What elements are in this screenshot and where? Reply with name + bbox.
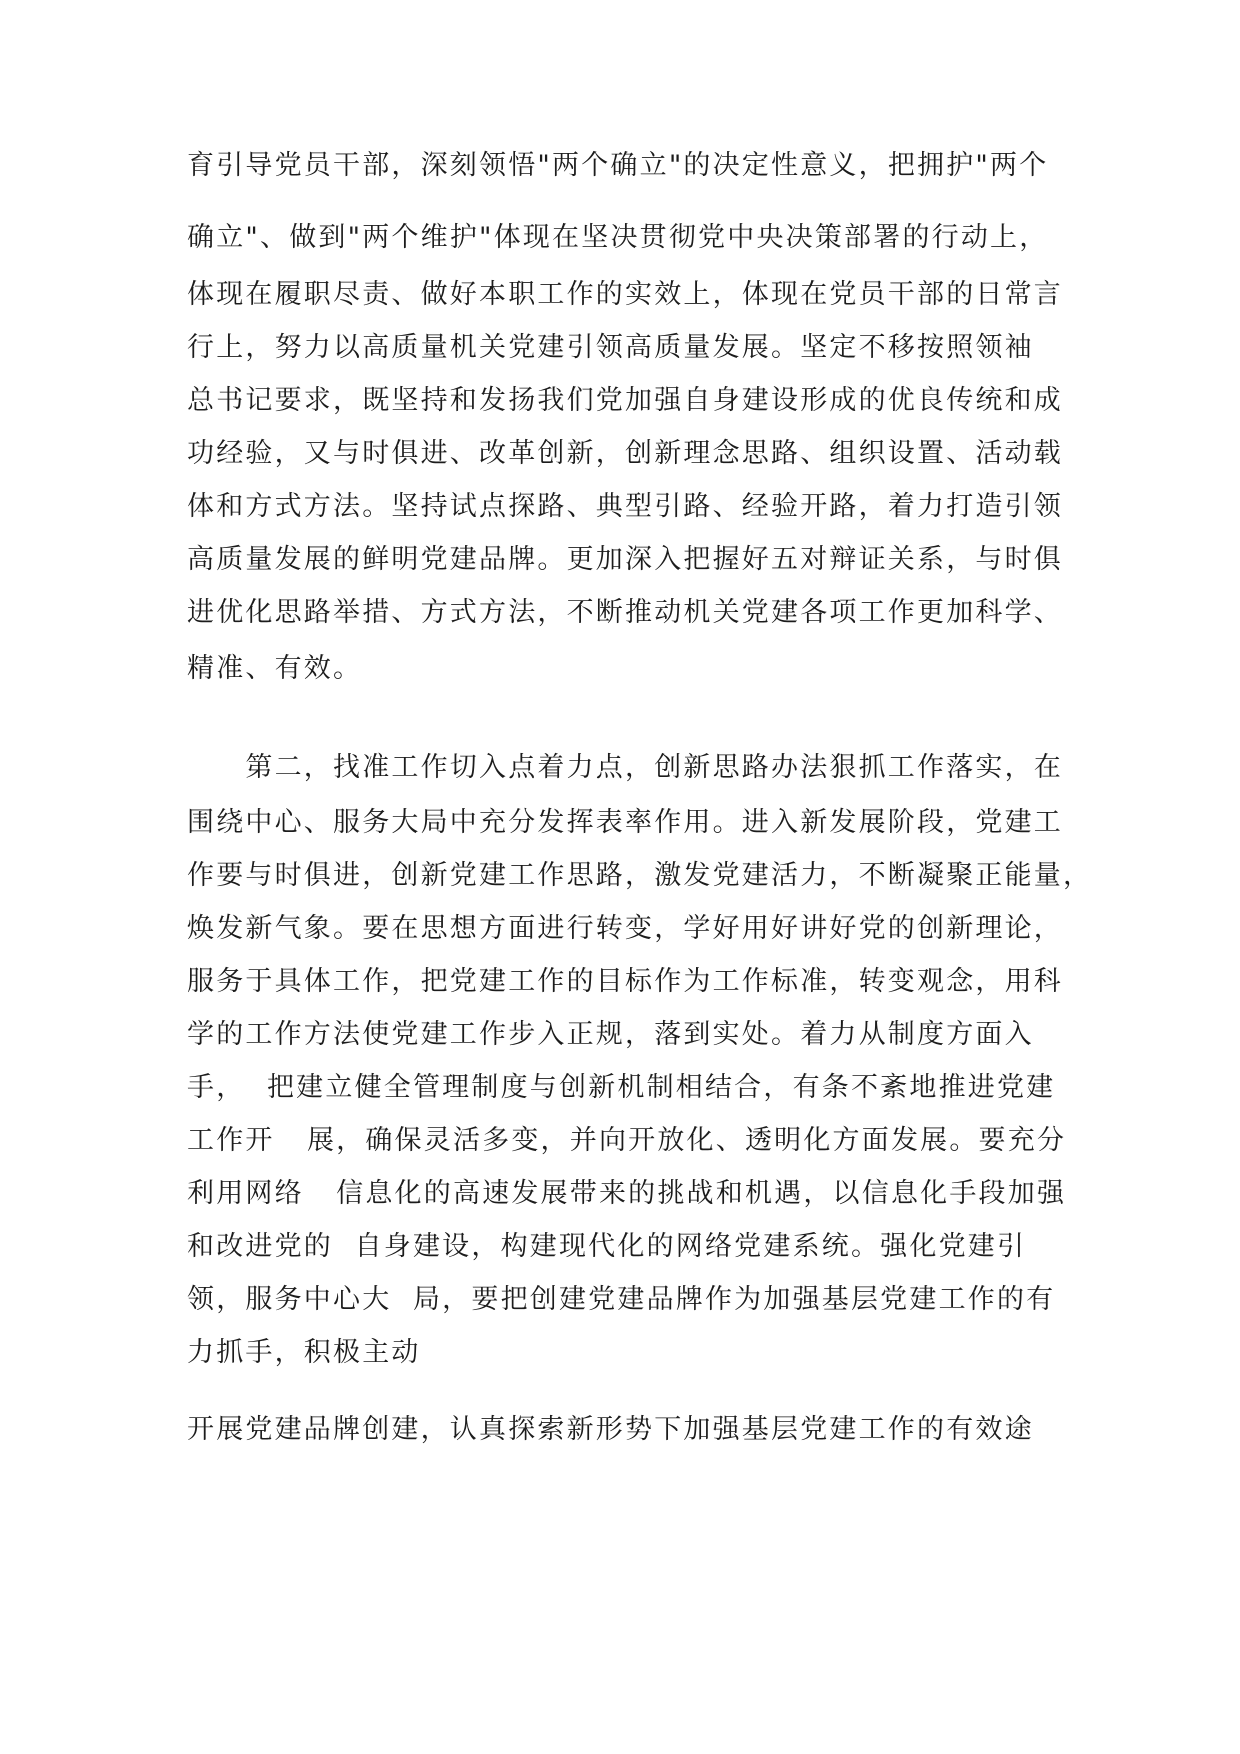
- text-line: 手， 把建立健全管理制度与创新机制相结合，有条不紊地推进党建: [187, 1072, 1056, 1103]
- text-line: 进优化思路举措、方式方法，不断推动机关党建各项工作更加科学、: [187, 597, 1063, 628]
- text-line: 育引导党员干部，深刻领悟"两个确立"的决定性意义，把拥护"两个: [187, 150, 1049, 181]
- text-line: 开展党建品牌创建，认真探索新形势下加强基层党建工作的有效途: [187, 1414, 1034, 1445]
- text-line: 高质量发展的鲜明党建品牌。更加深入把握好五对辩证关系，与时俱: [187, 544, 1063, 575]
- text-line: 工作开 展，确保灵活多变，并向开放化、透明化方面发展。要充分: [187, 1125, 1067, 1156]
- text-line: 体和方式方法。坚持试点探路、典型引路、经验开路，着力打造引领: [187, 491, 1063, 522]
- text-line: 力抓手，积极主动: [187, 1337, 421, 1368]
- text-line: 和改进党的 自身建设，构建现代化的网络党建系统。强化党建引: [187, 1231, 1027, 1262]
- text-line: 作要与时俱进，创新党建工作思路，激发党建活力，不断凝聚正能量，: [187, 860, 1093, 891]
- text-line: 利用网络 信息化的高速发展带来的挑战和机遇，以信息化手段加强: [187, 1178, 1067, 1209]
- text-line: 体现在履职尽责、做好本职工作的实效上，体现在党员干部的日常言: [187, 279, 1063, 310]
- text-line: 第二，找准工作切入点着力点，创新思路办法狠抓工作落实，在: [187, 752, 1063, 783]
- text-line: 精准、有效。: [187, 653, 363, 684]
- text-line: 服务于具体工作，把党建工作的目标作为工作标准，转变观念，用科: [187, 966, 1063, 997]
- text-line: 行上，努力以高质量机关党建引领高质量发展。坚定不移按照领袖: [187, 332, 1034, 363]
- text-line: 功经验，又与时俱进、改革创新，创新理念思路、组织设置、活动载: [187, 438, 1063, 469]
- text-line: 学的工作方法使党建工作步入正规，落到实处。着力从制度方面入: [187, 1019, 1034, 1050]
- text-line: 领，服务中心大 局，要把创建党建品牌作为加强基层党建工作的有: [187, 1284, 1056, 1315]
- text-line: 焕发新气象。要在思想方面进行转变，学好用好讲好党的创新理论，: [187, 913, 1063, 944]
- text-line: 围绕中心、服务大局中充分发挥表率作用。进入新发展阶段，党建工: [187, 807, 1063, 838]
- text-line: 总书记要求，既坚持和发扬我们党加强自身建设形成的优良传统和成: [187, 385, 1063, 416]
- text-line: 确立"、做到"两个维护"体现在坚决贯彻党中央决策部署的行动上，: [187, 222, 1049, 253]
